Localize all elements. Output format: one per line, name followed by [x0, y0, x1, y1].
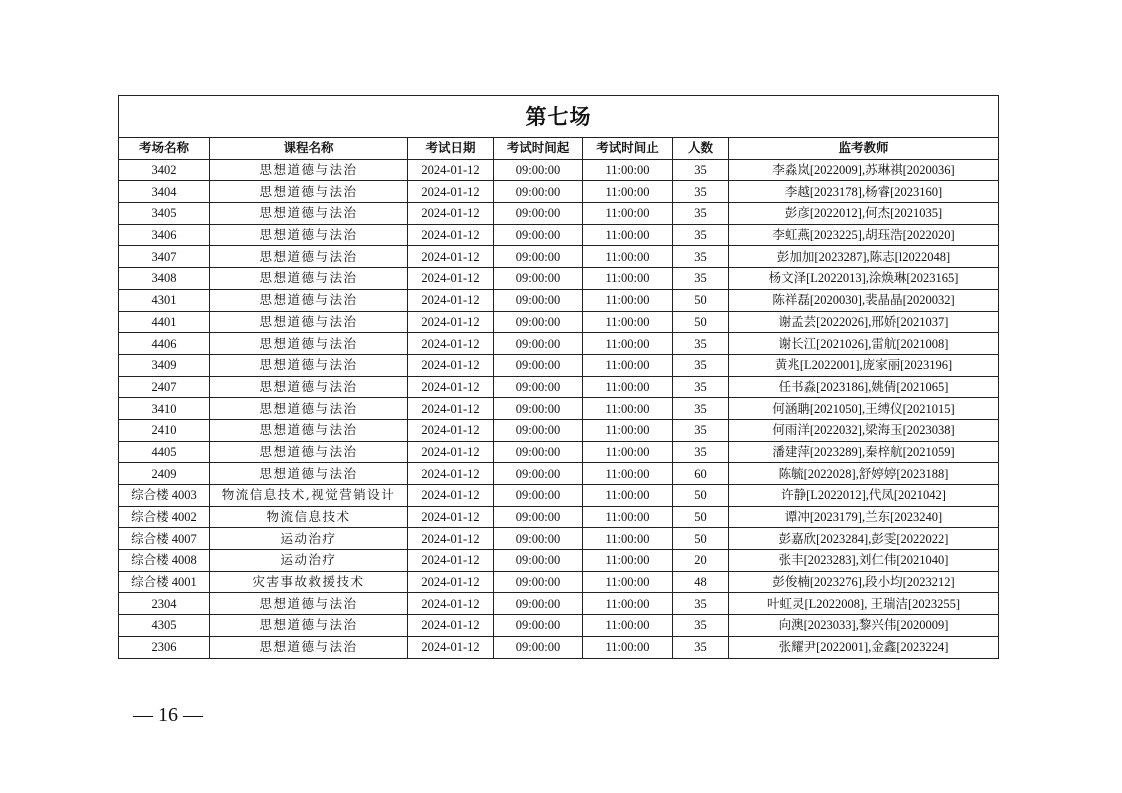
table-row — [119, 224, 999, 246]
course-cell: 思想道德与法治 — [210, 354, 408, 376]
proctors-cell: 陈毓[2022028],舒婷婷[2023188] — [729, 463, 999, 485]
headcount-cell: 50 — [673, 289, 729, 311]
table-row — [119, 550, 999, 572]
column-header-course: 课程名称 — [210, 138, 408, 160]
room-cell: 2410 — [119, 419, 210, 441]
course-cell: 思想道德与法治 — [210, 333, 408, 355]
course-cell: 思想道德与法治 — [210, 268, 408, 290]
date-cell: 2024-01-12 — [408, 203, 494, 225]
room-cell: 3409 — [119, 354, 210, 376]
headcount-cell: 50 — [673, 528, 729, 550]
proctors-cell: 张耀尹[2022001],金鑫[2023224] — [729, 636, 999, 658]
start-time-cell: 09:00:00 — [494, 528, 583, 550]
course-cell: 思想道德与法治 — [210, 463, 408, 485]
room-cell: 2409 — [119, 463, 210, 485]
proctors-cell: 向澳[2023033],黎兴伟[2020009] — [729, 615, 999, 637]
date-cell: 2024-01-12 — [408, 181, 494, 203]
date-cell: 2024-01-12 — [408, 441, 494, 463]
headcount-cell: 35 — [673, 203, 729, 225]
proctors-cell: 彭加加[2023287],陈志[l2022048] — [729, 246, 999, 268]
date-cell: 2024-01-12 — [408, 506, 494, 528]
start-time-cell: 09:00:00 — [494, 506, 583, 528]
date-cell: 2024-01-12 — [408, 485, 494, 507]
exam-schedule-sheet — [118, 95, 998, 659]
table-row — [119, 333, 999, 355]
proctors-cell: 谢孟芸[2022026],邢娇[2021037] — [729, 311, 999, 333]
start-time-cell: 09:00:00 — [494, 333, 583, 355]
proctors-cell: 谭冲[2023179],兰东[2023240] — [729, 506, 999, 528]
headcount-cell: 35 — [673, 419, 729, 441]
end-time-cell: 11:00:00 — [583, 354, 673, 376]
course-cell: 思想道德与法治 — [210, 636, 408, 658]
course-cell: 灾害事故救援技术 — [210, 571, 408, 593]
proctors-cell: 任书淼[2023186],姚倩[2021065] — [729, 376, 999, 398]
date-cell: 2024-01-12 — [408, 376, 494, 398]
table-row — [119, 506, 999, 528]
headcount-cell: 35 — [673, 615, 729, 637]
headcount-cell: 35 — [673, 593, 729, 615]
date-cell: 2024-01-12 — [408, 289, 494, 311]
room-cell: 2306 — [119, 636, 210, 658]
start-time-cell: 09:00:00 — [494, 268, 583, 290]
column-header-headcount: 人数 — [673, 138, 729, 160]
end-time-cell: 11:00:00 — [583, 550, 673, 572]
room-cell: 3407 — [119, 246, 210, 268]
end-time-cell: 11:00:00 — [583, 376, 673, 398]
table-row — [119, 528, 999, 550]
course-cell: 思想道德与法治 — [210, 419, 408, 441]
proctors-cell: 张丰[2023283],刘仁伟[2021040] — [729, 550, 999, 572]
course-cell: 运动治疗 — [210, 550, 408, 572]
room-cell: 综合楼 4001 — [119, 571, 210, 593]
end-time-cell: 11:00:00 — [583, 463, 673, 485]
table-row — [119, 181, 999, 203]
course-cell: 思想道德与法治 — [210, 159, 408, 181]
date-cell: 2024-01-12 — [408, 246, 494, 268]
end-time-cell: 11:00:00 — [583, 181, 673, 203]
page-number: — 16 — — [133, 704, 203, 726]
table-row — [119, 398, 999, 420]
proctors-cell: 李虹燕[2023225],胡珏浩[2022020] — [729, 224, 999, 246]
room-cell: 4406 — [119, 333, 210, 355]
room-cell: 3406 — [119, 224, 210, 246]
course-cell: 思想道德与法治 — [210, 311, 408, 333]
room-cell: 2407 — [119, 376, 210, 398]
course-cell: 思想道德与法治 — [210, 203, 408, 225]
room-cell: 4301 — [119, 289, 210, 311]
end-time-cell: 11:00:00 — [583, 528, 673, 550]
start-time-cell: 09:00:00 — [494, 419, 583, 441]
proctors-cell: 何雨洋[2022032],梁海玉[2023038] — [729, 419, 999, 441]
headcount-cell: 35 — [673, 181, 729, 203]
start-time-cell: 09:00:00 — [494, 615, 583, 637]
end-time-cell: 11:00:00 — [583, 441, 673, 463]
headcount-cell: 50 — [673, 311, 729, 333]
headcount-cell: 48 — [673, 571, 729, 593]
date-cell: 2024-01-12 — [408, 528, 494, 550]
end-time-cell: 11:00:00 — [583, 268, 673, 290]
table-row — [119, 485, 999, 507]
table-row — [119, 571, 999, 593]
start-time-cell: 09:00:00 — [494, 441, 583, 463]
table-row — [119, 593, 999, 615]
headcount-cell: 50 — [673, 506, 729, 528]
session-title: 第七场 — [119, 96, 999, 138]
column-header-date: 考试日期 — [408, 138, 494, 160]
column-header-end-time: 考试时间止 — [583, 138, 673, 160]
headcount-cell: 20 — [673, 550, 729, 572]
headcount-cell: 35 — [673, 159, 729, 181]
date-cell: 2024-01-12 — [408, 159, 494, 181]
course-cell: 思想道德与法治 — [210, 246, 408, 268]
course-cell: 物流信息技术,视觉营销设计 — [210, 485, 408, 507]
column-header-row — [119, 138, 999, 160]
room-cell: 4305 — [119, 615, 210, 637]
room-cell: 3404 — [119, 181, 210, 203]
start-time-cell: 09:00:00 — [494, 593, 583, 615]
start-time-cell: 09:00:00 — [494, 376, 583, 398]
table-row — [119, 246, 999, 268]
headcount-cell: 60 — [673, 463, 729, 485]
date-cell: 2024-01-12 — [408, 354, 494, 376]
room-cell: 2304 — [119, 593, 210, 615]
headcount-cell: 50 — [673, 485, 729, 507]
date-cell: 2024-01-12 — [408, 571, 494, 593]
proctors-cell: 杨文泽[L2022013],涂焕琳[2023165] — [729, 268, 999, 290]
table-row — [119, 203, 999, 225]
schedule-body — [119, 159, 999, 658]
date-cell: 2024-01-12 — [408, 419, 494, 441]
end-time-cell: 11:00:00 — [583, 203, 673, 225]
headcount-cell: 35 — [673, 268, 729, 290]
headcount-cell: 35 — [673, 224, 729, 246]
course-cell: 运动治疗 — [210, 528, 408, 550]
table-row — [119, 441, 999, 463]
start-time-cell: 09:00:00 — [494, 354, 583, 376]
course-cell: 思想道德与法治 — [210, 398, 408, 420]
date-cell: 2024-01-12 — [408, 636, 494, 658]
headcount-cell: 35 — [673, 636, 729, 658]
start-time-cell: 09:00:00 — [494, 203, 583, 225]
table-row — [119, 615, 999, 637]
course-cell: 思想道德与法治 — [210, 224, 408, 246]
table-row — [119, 159, 999, 181]
headcount-cell: 35 — [673, 398, 729, 420]
start-time-cell: 09:00:00 — [494, 224, 583, 246]
proctors-cell: 黄兆[L2022001],庞家丽[2023196] — [729, 354, 999, 376]
start-time-cell: 09:00:00 — [494, 485, 583, 507]
start-time-cell: 09:00:00 — [494, 571, 583, 593]
course-cell: 思想道德与法治 — [210, 441, 408, 463]
table-row — [119, 354, 999, 376]
start-time-cell: 09:00:00 — [494, 550, 583, 572]
end-time-cell: 11:00:00 — [583, 593, 673, 615]
room-cell: 综合楼 4002 — [119, 506, 210, 528]
room-cell: 3405 — [119, 203, 210, 225]
proctors-cell: 何涵聃[2021050],王缚仪[2021015] — [729, 398, 999, 420]
proctors-cell: 谢长江[2021026],雷航[2021008] — [729, 333, 999, 355]
proctors-cell: 潘建萍[2023289],秦梓航[2021059] — [729, 441, 999, 463]
column-header-room: 考场名称 — [119, 138, 210, 160]
date-cell: 2024-01-12 — [408, 333, 494, 355]
start-time-cell: 09:00:00 — [494, 398, 583, 420]
end-time-cell: 11:00:00 — [583, 636, 673, 658]
end-time-cell: 11:00:00 — [583, 289, 673, 311]
end-time-cell: 11:00:00 — [583, 246, 673, 268]
end-time-cell: 11:00:00 — [583, 485, 673, 507]
table-row — [119, 376, 999, 398]
end-time-cell: 11:00:00 — [583, 333, 673, 355]
proctors-cell: 李淼岚[2022009],苏琳祺[2020036] — [729, 159, 999, 181]
proctors-cell: 彭俊楠[2023276],段小均[2023212] — [729, 571, 999, 593]
start-time-cell: 09:00:00 — [494, 463, 583, 485]
date-cell: 2024-01-12 — [408, 550, 494, 572]
end-time-cell: 11:00:00 — [583, 398, 673, 420]
date-cell: 2024-01-12 — [408, 224, 494, 246]
room-cell: 3410 — [119, 398, 210, 420]
table-row — [119, 268, 999, 290]
course-cell: 思想道德与法治 — [210, 289, 408, 311]
room-cell: 4401 — [119, 311, 210, 333]
date-cell: 2024-01-12 — [408, 593, 494, 615]
room-cell: 4405 — [119, 441, 210, 463]
room-cell: 3408 — [119, 268, 210, 290]
column-header-start-time: 考试时间起 — [494, 138, 583, 160]
course-cell: 思想道德与法治 — [210, 181, 408, 203]
table-row — [119, 311, 999, 333]
headcount-cell: 35 — [673, 354, 729, 376]
table-row — [119, 463, 999, 485]
course-cell: 思想道德与法治 — [210, 615, 408, 637]
end-time-cell: 11:00:00 — [583, 311, 673, 333]
room-cell: 综合楼 4003 — [119, 485, 210, 507]
date-cell: 2024-01-12 — [408, 615, 494, 637]
headcount-cell: 35 — [673, 333, 729, 355]
start-time-cell: 09:00:00 — [494, 289, 583, 311]
course-cell: 思想道德与法治 — [210, 376, 408, 398]
end-time-cell: 11:00:00 — [583, 571, 673, 593]
headcount-cell: 35 — [673, 441, 729, 463]
start-time-cell: 09:00:00 — [494, 159, 583, 181]
date-cell: 2024-01-12 — [408, 398, 494, 420]
start-time-cell: 09:00:00 — [494, 636, 583, 658]
headcount-cell: 35 — [673, 376, 729, 398]
start-time-cell: 09:00:00 — [494, 311, 583, 333]
end-time-cell: 11:00:00 — [583, 506, 673, 528]
proctors-cell: 陈祥磊[2020030],裴晶晶[2020032] — [729, 289, 999, 311]
table-row — [119, 289, 999, 311]
course-cell: 思想道德与法治 — [210, 593, 408, 615]
table-row — [119, 636, 999, 658]
proctors-cell: 李越[2023178],杨睿[2023160] — [729, 181, 999, 203]
end-time-cell: 11:00:00 — [583, 224, 673, 246]
proctors-cell: 彭彦[2022012],何杰[2021035] — [729, 203, 999, 225]
room-cell: 3402 — [119, 159, 210, 181]
date-cell: 2024-01-12 — [408, 268, 494, 290]
proctors-cell: 许静[L2022012],代凤[2021042] — [729, 485, 999, 507]
table-row — [119, 419, 999, 441]
room-cell: 综合楼 4008 — [119, 550, 210, 572]
end-time-cell: 11:00:00 — [583, 615, 673, 637]
course-cell: 物流信息技术 — [210, 506, 408, 528]
date-cell: 2024-01-12 — [408, 463, 494, 485]
start-time-cell: 09:00:00 — [494, 181, 583, 203]
end-time-cell: 11:00:00 — [583, 419, 673, 441]
room-cell: 综合楼 4007 — [119, 528, 210, 550]
start-time-cell: 09:00:00 — [494, 246, 583, 268]
date-cell: 2024-01-12 — [408, 311, 494, 333]
headcount-cell: 35 — [673, 246, 729, 268]
proctors-cell: 彭嘉欣[2023284],彭雯[2022022] — [729, 528, 999, 550]
column-header-proctors: 监考教师 — [729, 138, 999, 160]
proctors-cell: 叶虹灵[L2022008], 王瑞洁[2023255] — [729, 593, 999, 615]
end-time-cell: 11:00:00 — [583, 159, 673, 181]
exam-schedule-table — [118, 95, 999, 659]
